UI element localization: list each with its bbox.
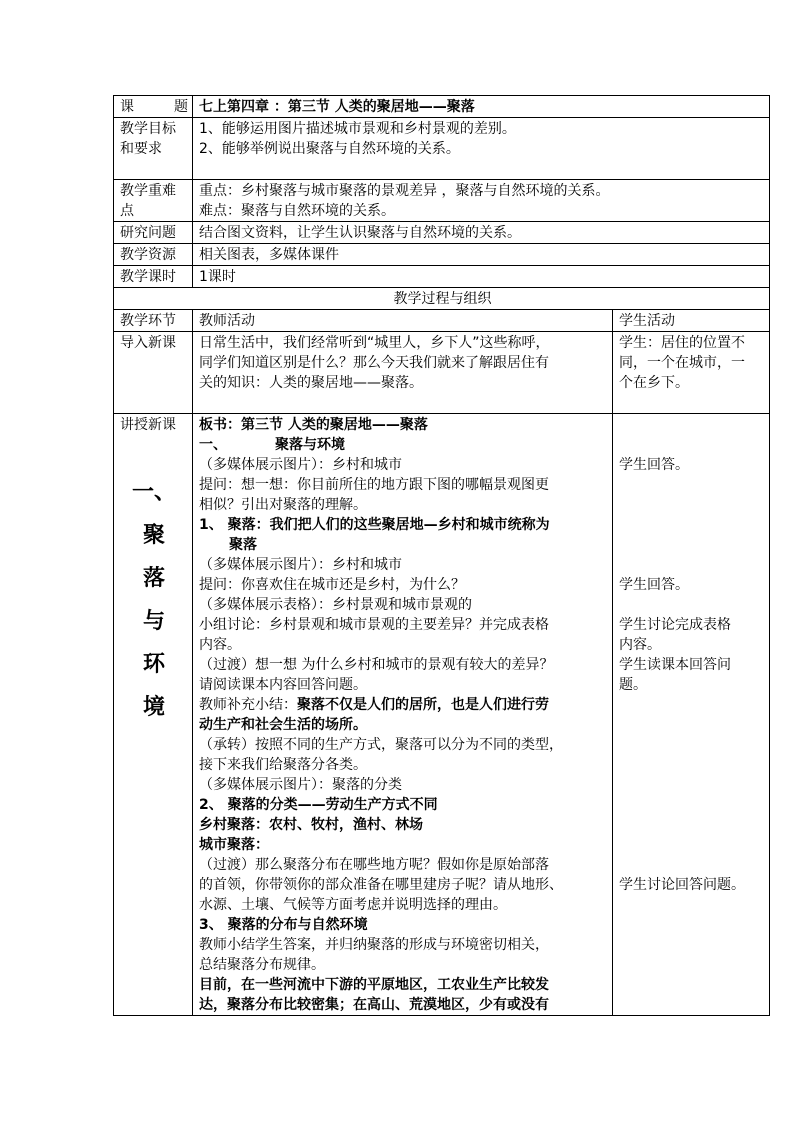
process-title-row (114, 288, 770, 310)
lesson-plan-table (113, 95, 770, 1016)
intro-row (114, 332, 770, 414)
goal-line: 1、能够运用图片描述城市景观和乡村景观的差别。 (199, 121, 516, 137)
definition-line: 乡村聚落：农村、牧村，渔村、林场 (199, 817, 423, 833)
student-answer: 学生读课本回答问 (619, 657, 731, 673)
teacher-line: （多媒体展示图片）：乡村和城市 (199, 557, 402, 573)
focus-label: 教学重难点 (114, 180, 193, 222)
teacher-line: （多媒体展示图片）：聚落的分类 (199, 777, 402, 793)
summary-prefix: 教师补充小结： (199, 697, 297, 713)
intro-teacher-line: 同学们知道区别是什么？那么今天我们就来了解跟居住有 (199, 355, 549, 371)
teacher-line: 水源、土壤、气候等方面考虑并说明选择的理由。 (199, 897, 507, 913)
intro-teacher (193, 332, 613, 414)
research-row (114, 222, 770, 244)
teacher-line: （过渡）想一想 为什么乡村和城市的景观有较大的差异？ (199, 657, 554, 673)
focus-line: 重点：乡村聚落与城市聚落的景观差异 ，聚落与自然环境的关系。 (199, 183, 610, 199)
resources-row (114, 244, 770, 266)
teacher-line: 提问：你喜欢住在城市还是乡村，为什么？ (199, 577, 465, 593)
column-header-row (114, 310, 770, 332)
student-answer: 学生讨论完成表格 (619, 617, 731, 633)
teach-teacher (193, 414, 613, 1016)
goal-line: 2、能够举例说出聚落与自然环境的关系。 (199, 141, 460, 157)
teach-stage-label: 讲授新课 (120, 417, 176, 433)
student-answer: 学生回答。 (619, 457, 689, 473)
intro-student-line: 学生：居住的位置不 (619, 335, 745, 351)
definition-line: 1、 聚落：我们把人们的这些聚居地—乡村和城市统称为 (199, 517, 550, 533)
intro-stage: 导入新课 (114, 332, 193, 414)
teacher-line: （过渡）那么聚落分布在哪些地方呢？假如你是原始部落 (199, 857, 549, 873)
definition-line: 聚落 (229, 537, 257, 553)
focus-line: 难点：聚落与自然环境的关系。 (199, 203, 395, 219)
conclusion-line: 目前，在一些河流中下游的平原地区，工农业生产比较发 (199, 977, 549, 993)
teacher-line: （多媒体展示图片）：乡村和城市 (199, 457, 402, 473)
teacher-line: 总结聚落分布规律。 (199, 957, 325, 973)
section-char: 落 (142, 566, 165, 591)
teacher-line: 内容。 (199, 637, 241, 653)
intro-teacher-line: 日常生活中，我们经常听到“城里人，乡下人”这些称呼， (199, 335, 550, 351)
student-answer: 题。 (619, 677, 647, 693)
goals-row (114, 118, 770, 180)
research-label: 研究问题 (114, 222, 193, 244)
teacher-line: （承转）按照不同的生产方式，聚落可以分为不同的类型， (199, 737, 563, 753)
teach-row (114, 414, 770, 1016)
section-char: 环 (142, 652, 165, 677)
student-answer: 学生回答。 (619, 577, 689, 593)
col-stage-header: 教学环节 (114, 310, 193, 332)
resources-value: 相关图表，多媒体课件 (193, 244, 770, 266)
conclusion-line: 达，聚落分布比较密集；在高山、荒漠地区，少有或没有 (199, 997, 549, 1013)
student-answer: 学生讨论回答问题。 (619, 877, 745, 893)
focus-value (193, 180, 770, 222)
teacher-line: 提问：想一想：你目前所住的地方跟下图的哪幅景观图更 (199, 477, 549, 493)
section-char: 一、 (131, 480, 176, 505)
col-teacher-header: 教师活动 (193, 310, 613, 332)
teacher-line: 请阅读课本内容回答问题。 (199, 677, 367, 693)
goals-label: 教学目标和要求 (114, 118, 193, 180)
section-char: 与 (142, 609, 165, 634)
intro-teacher-line: 关的知识：人类的聚居地——聚落。 (199, 375, 423, 391)
process-title: 教学过程与组织 (114, 288, 770, 310)
topic-value: 七上第四章 ：第三节 人类的聚居地——聚落 (193, 96, 770, 118)
teacher-line: 接下来我们给聚落分各类。 (199, 757, 367, 773)
intro-student-line: 同，一个在城市，一 (619, 355, 745, 371)
definition-line: 3、 聚落的分布与自然环境 (199, 917, 368, 933)
section-char: 境 (142, 695, 165, 720)
definition-line: 2、 聚落的分类——劳动生产方式不同 (199, 797, 438, 813)
summary-line: 动生产和社会生活的场所。 (199, 717, 367, 733)
section-char: 聚 (142, 523, 165, 548)
intro-student (613, 332, 770, 414)
goals-value (193, 118, 770, 180)
summary-text: 聚落不仅是人们的居所，也是人们进行劳 (297, 697, 549, 713)
teach-student (613, 414, 770, 1016)
hours-value: 1课时 (193, 266, 770, 288)
col-student-header: 学生活动 (613, 310, 770, 332)
teacher-line: 教师小结学生答案，并归纳聚落的形成与环境密切相关， (199, 937, 549, 953)
intro-student-line: 个在乡下。 (619, 375, 689, 391)
resources-label: 教学资源 (114, 244, 193, 266)
hours-label: 教学课时 (114, 266, 193, 288)
section-heading (199, 435, 608, 455)
hours-row (114, 266, 770, 288)
teacher-line: 相似？引出对聚落的理解。 (199, 497, 367, 513)
section-number: 一、 (199, 437, 227, 453)
section-title: 聚落与环境 (275, 437, 345, 453)
board-heading: 板书：第三节 人类的聚居地——聚落 (199, 417, 428, 433)
topic-label: 课 题 (114, 96, 193, 118)
research-value: 结合图文资料，让学生认识聚落与自然环境的关系。 (193, 222, 770, 244)
teacher-line: （多媒体展示表格）：乡村景观和城市景观的 (199, 597, 472, 613)
definition-line: 城市聚落： (199, 837, 269, 853)
topic-row (114, 96, 770, 118)
summary-line (199, 695, 608, 715)
teach-stage (114, 414, 193, 1016)
focus-row (114, 180, 770, 222)
section-vertical-title (120, 471, 188, 729)
student-answer: 内容。 (619, 637, 661, 653)
teacher-line: 小组讨论：乡村景观和城市景观的主要差异？并完成表格 (199, 617, 549, 633)
teacher-line: 的首领，你带领你的部众准备在哪里建房子呢？请从地形、 (199, 877, 563, 893)
